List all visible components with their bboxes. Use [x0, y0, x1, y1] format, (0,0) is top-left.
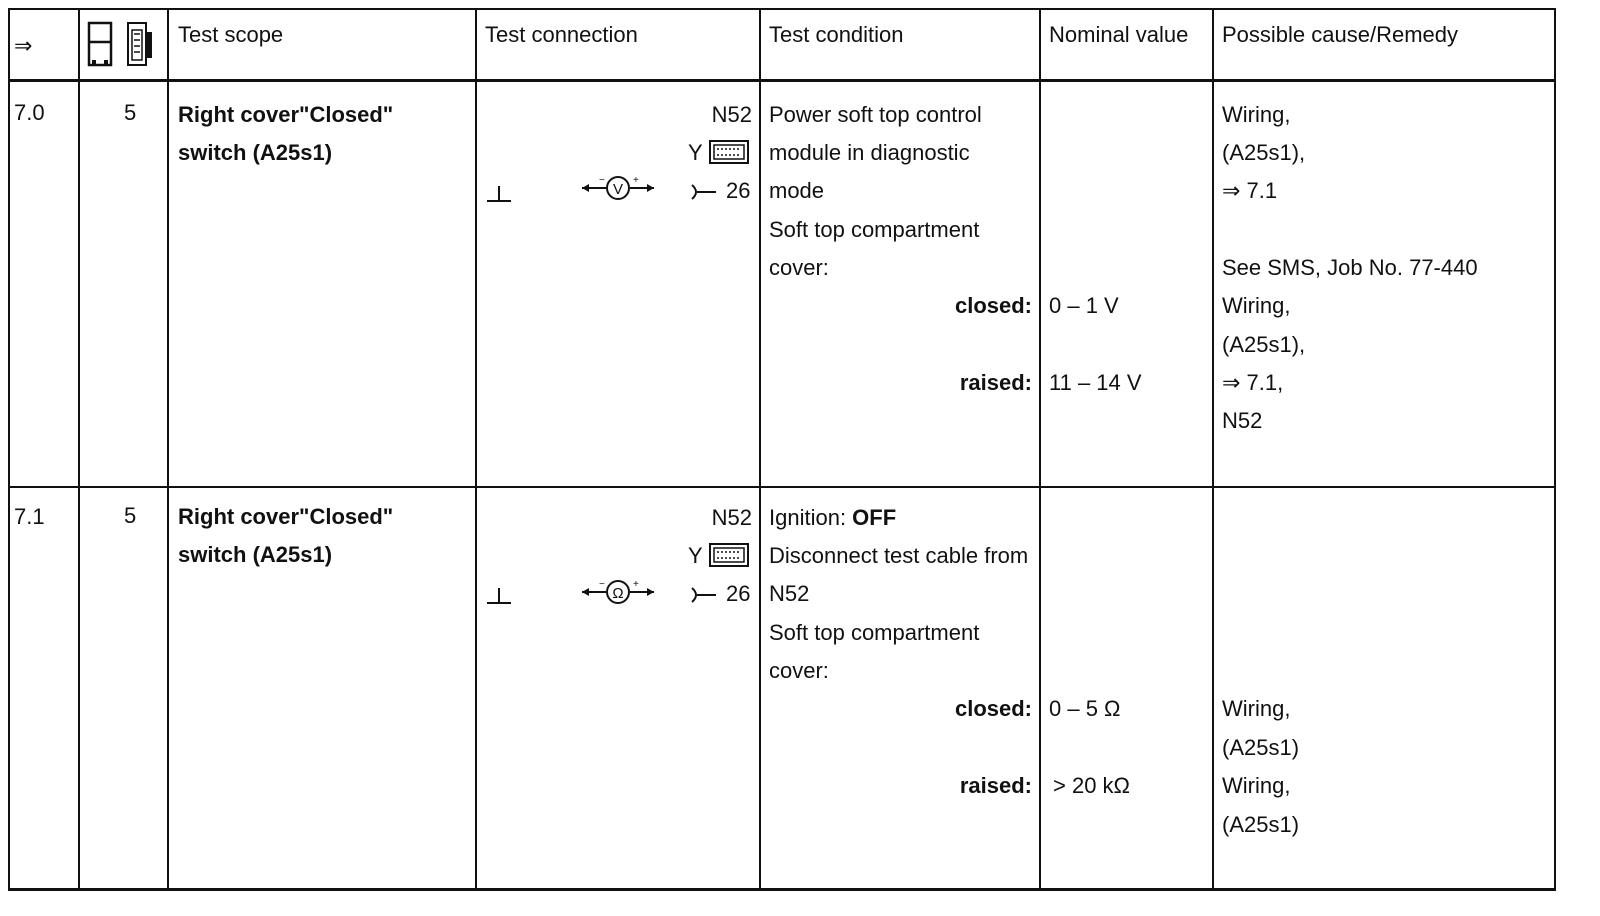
- condition-line: cover:: [769, 255, 829, 280]
- ground-icon: [484, 184, 514, 206]
- pin-connector-icon: [688, 585, 718, 605]
- header-nominal-value: Nominal value: [1049, 22, 1189, 47]
- remedy-line: (A25s1),: [1222, 332, 1306, 357]
- state-raised-label: raised:: [959, 773, 1032, 798]
- state-raised-label: raised:: [959, 370, 1032, 395]
- state-closed-label: closed:: [954, 696, 1032, 721]
- voltmeter-icon: [578, 170, 658, 206]
- conn-socket-label: Y: [688, 140, 703, 165]
- condition-line: mode: [769, 178, 825, 203]
- col-border-3: [475, 8, 477, 891]
- state-closed-label: closed:: [954, 293, 1032, 318]
- voltmeter-symbol: V: [612, 181, 624, 198]
- svg-text:−: −: [599, 175, 605, 186]
- remedy-line: Wiring,: [1222, 293, 1291, 318]
- col-border-5: [1039, 8, 1041, 891]
- remedy-line: Wiring,: [1222, 102, 1291, 127]
- ohmmeter-symbol: Ω: [612, 585, 624, 602]
- condition-line: Soft top compartment: [769, 217, 980, 242]
- ohmmeter-icon: [578, 574, 658, 610]
- conn-module: N52: [711, 505, 752, 530]
- col-border-2: [167, 8, 169, 891]
- connector-socket-icon: [708, 139, 752, 167]
- connector-socket-icon: [708, 542, 752, 570]
- remedy-line: (A25s1): [1222, 812, 1300, 837]
- remedy-line: N52: [1222, 408, 1263, 433]
- meter-number: 5: [124, 100, 137, 125]
- table-top-border: [8, 8, 1556, 10]
- header-cause-remedy: Possible cause/Remedy: [1222, 22, 1459, 47]
- ground-icon: [484, 586, 514, 608]
- remedy-line: See SMS, Job No. 77-440: [1222, 255, 1478, 280]
- condition-line-ignition: [769, 499, 896, 537]
- header-test-connection: Test connection: [485, 22, 638, 47]
- header-test-scope: Test scope: [178, 22, 284, 47]
- remedy-line: Wiring,: [1222, 696, 1291, 721]
- ignition-label: Ignition:: [769, 505, 853, 530]
- ignition-state: OFF: [852, 505, 897, 530]
- header-bottom-border: [8, 79, 1556, 82]
- col-border-4: [759, 8, 761, 891]
- col-border-right: [1554, 8, 1556, 891]
- condition-line: N52: [769, 581, 810, 606]
- table-bottom-border: [8, 888, 1556, 891]
- meter-number: 5: [124, 503, 137, 528]
- col-border-left: [8, 8, 10, 891]
- remedy-line: ⇒ 7.1: [1222, 178, 1278, 203]
- remedy-line: ⇒ 7.1,: [1222, 370, 1284, 395]
- nominal-closed-value: 0 – 1 V: [1049, 293, 1119, 318]
- col-border-1: [78, 8, 80, 891]
- svg-text:+: +: [633, 579, 639, 590]
- conn-pin: 26: [726, 178, 751, 203]
- condition-line: module in diagnostic: [769, 140, 970, 165]
- svg-text:−: −: [599, 579, 605, 590]
- row-divider: [8, 486, 1556, 488]
- svg-text:+: +: [633, 175, 639, 186]
- condition-line: Disconnect test cable from: [769, 543, 1029, 568]
- header-test-condition: Test condition: [769, 22, 904, 47]
- test-scope-line1: Right cover"Closed": [178, 102, 394, 127]
- step-number: 7.1: [14, 504, 45, 529]
- test-scope-line2: switch (A25s1): [178, 140, 333, 165]
- conn-pin: 26: [726, 581, 751, 606]
- col-border-6: [1212, 8, 1214, 891]
- remedy-line: Wiring,: [1222, 773, 1291, 798]
- conn-socket-label: Y: [688, 543, 703, 568]
- nominal-raised-value: > 20 kΩ: [1053, 773, 1130, 798]
- step-number: 7.0: [14, 100, 45, 125]
- test-scope-line2: switch (A25s1): [178, 542, 333, 567]
- conn-module: N52: [711, 102, 752, 127]
- nominal-raised-value: 11 – 14 V: [1049, 370, 1142, 395]
- condition-line: Power soft top control: [769, 102, 982, 127]
- test-scope-line1: Right cover"Closed": [178, 504, 394, 529]
- electrical-meter-icon: [86, 20, 116, 70]
- header-arrow: ⇒: [14, 33, 33, 58]
- pin-connector-icon: [688, 182, 718, 202]
- condition-line: cover:: [769, 658, 829, 683]
- pin-box-icon: [124, 20, 156, 70]
- condition-line: Soft top compartment: [769, 620, 980, 645]
- remedy-line: (A25s1),: [1222, 140, 1306, 165]
- remedy-line: (A25s1): [1222, 735, 1300, 760]
- nominal-closed-value: 0 – 5 Ω: [1049, 696, 1121, 721]
